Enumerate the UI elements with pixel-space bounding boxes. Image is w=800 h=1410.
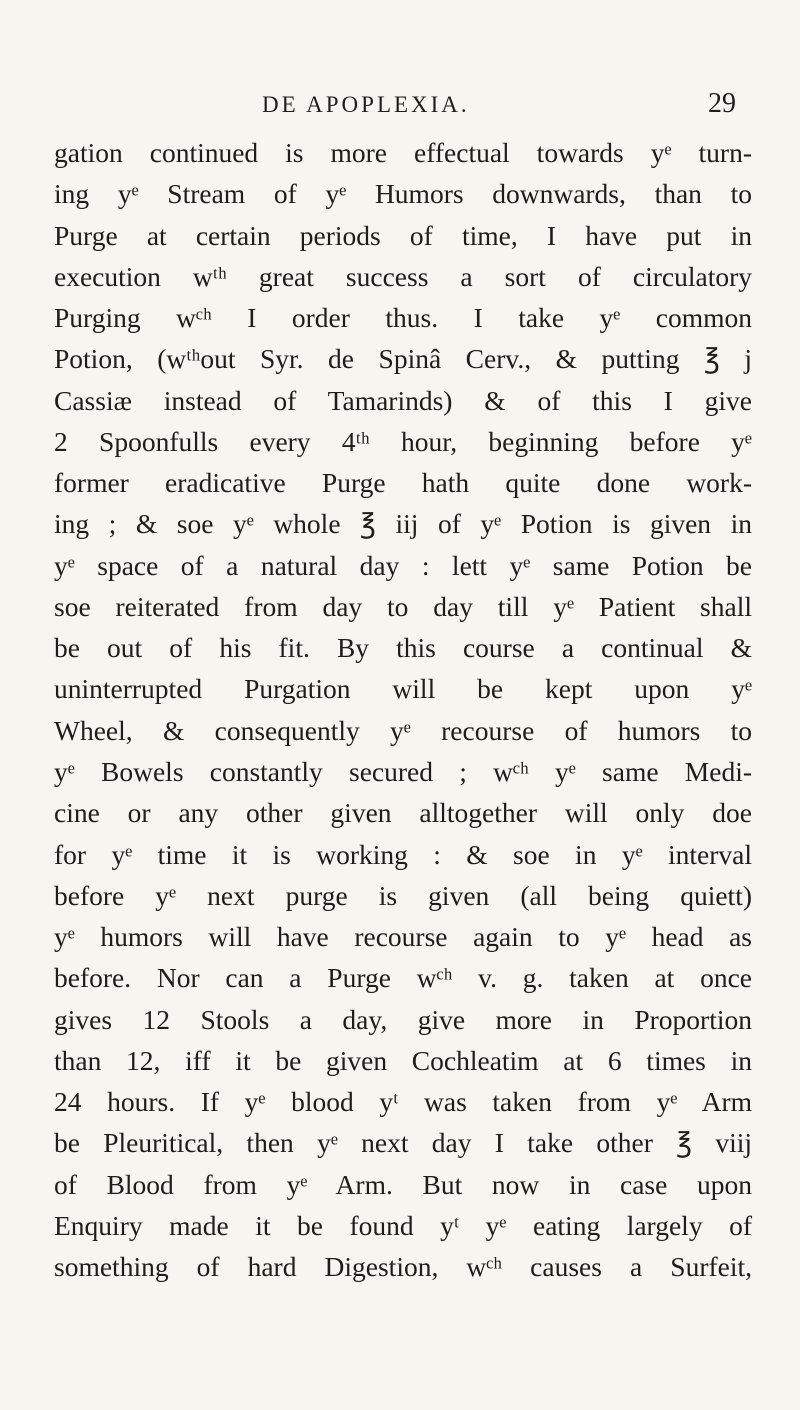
text-line: Purging wᶜʰ I order thus. I take yᵉ common <box>54 302 752 334</box>
text-line: former eradicative Purge hath quite done work- <box>54 467 752 499</box>
text-line: ing yᵉ Stream of yᵉ Humors downwards, than to <box>54 178 752 210</box>
text-line: before yᵉ next purge is given (all being quiett) <box>54 879 752 911</box>
running-head: DE APOPLEXIA. <box>262 92 470 117</box>
text-line: be Pleuritical, then yᵉ next day I take other ℥ viij <box>54 1127 752 1159</box>
text-line: of Blood from yᵉ Arm. But now in case upon <box>54 1168 752 1200</box>
text-line: 2 Spoonfulls every 4ᵗʰ hour, beginning before yᵉ <box>54 425 752 457</box>
text-line: yᵉ space of a natural day : lett yᵉ same Potion be <box>54 549 752 581</box>
text-line: gation continued is more effectual towards yᵉ turn- <box>54 137 752 168</box>
body-text <box>54 132 752 1287</box>
text-line: Potion, (wᵗʰout Syr. de Spinâ Cerv., & putting ℥ j <box>54 343 752 375</box>
text-line: execution wᵗʰ great success a sort of circulatory <box>54 260 752 292</box>
text-line: Cassiæ instead of Tamarinds) & of this I give <box>54 384 752 416</box>
text-line: Purge at certain periods of time, I have put in <box>54 219 752 251</box>
page-number: 29 <box>708 88 736 119</box>
text-line: something of hard Digestion, wᶜʰ causes a Surfeit, <box>54 1251 752 1283</box>
text-line: soe reiterated from day to day till yᵉ Patient shall <box>54 590 752 622</box>
text-line: ing ; & soe yᵉ whole ℥ iij of yᵉ Potion is given in <box>54 508 752 540</box>
text-line: gives 12 Stools a day, give more in Proportion <box>54 1003 752 1035</box>
text-line: yᵉ Bowels constantly secured ; wᶜʰ yᵉ same Medi- <box>54 755 752 787</box>
text-line: be out of his fit. By this course a continual & <box>54 632 752 664</box>
text-line: 24 hours. If yᵉ blood yᵗ was taken from yᵉ Arm <box>54 1086 752 1118</box>
text-line: Enquiry made it be found yᵗ yᵉ eating largely of <box>54 1209 752 1241</box>
text-line: uninterrupted Purgation will be kept upon yᵉ <box>54 673 752 705</box>
page-header <box>0 88 800 124</box>
text-line: before. Nor can a Purge wᶜʰ v. g. taken at once <box>54 962 752 994</box>
text-line: Wheel, & consequently yᵉ recourse of humors to <box>54 714 752 746</box>
text-line: cine or any other given alltogether will only doe <box>54 797 752 829</box>
text-line: yᵉ humors will have recourse again to yᵉ head as <box>54 921 752 953</box>
text-line: than 12, iff it be given Cochleatim at 6 times in <box>54 1044 752 1076</box>
text-line: for yᵉ time it is working : & soe in yᵉ interval <box>54 838 752 870</box>
